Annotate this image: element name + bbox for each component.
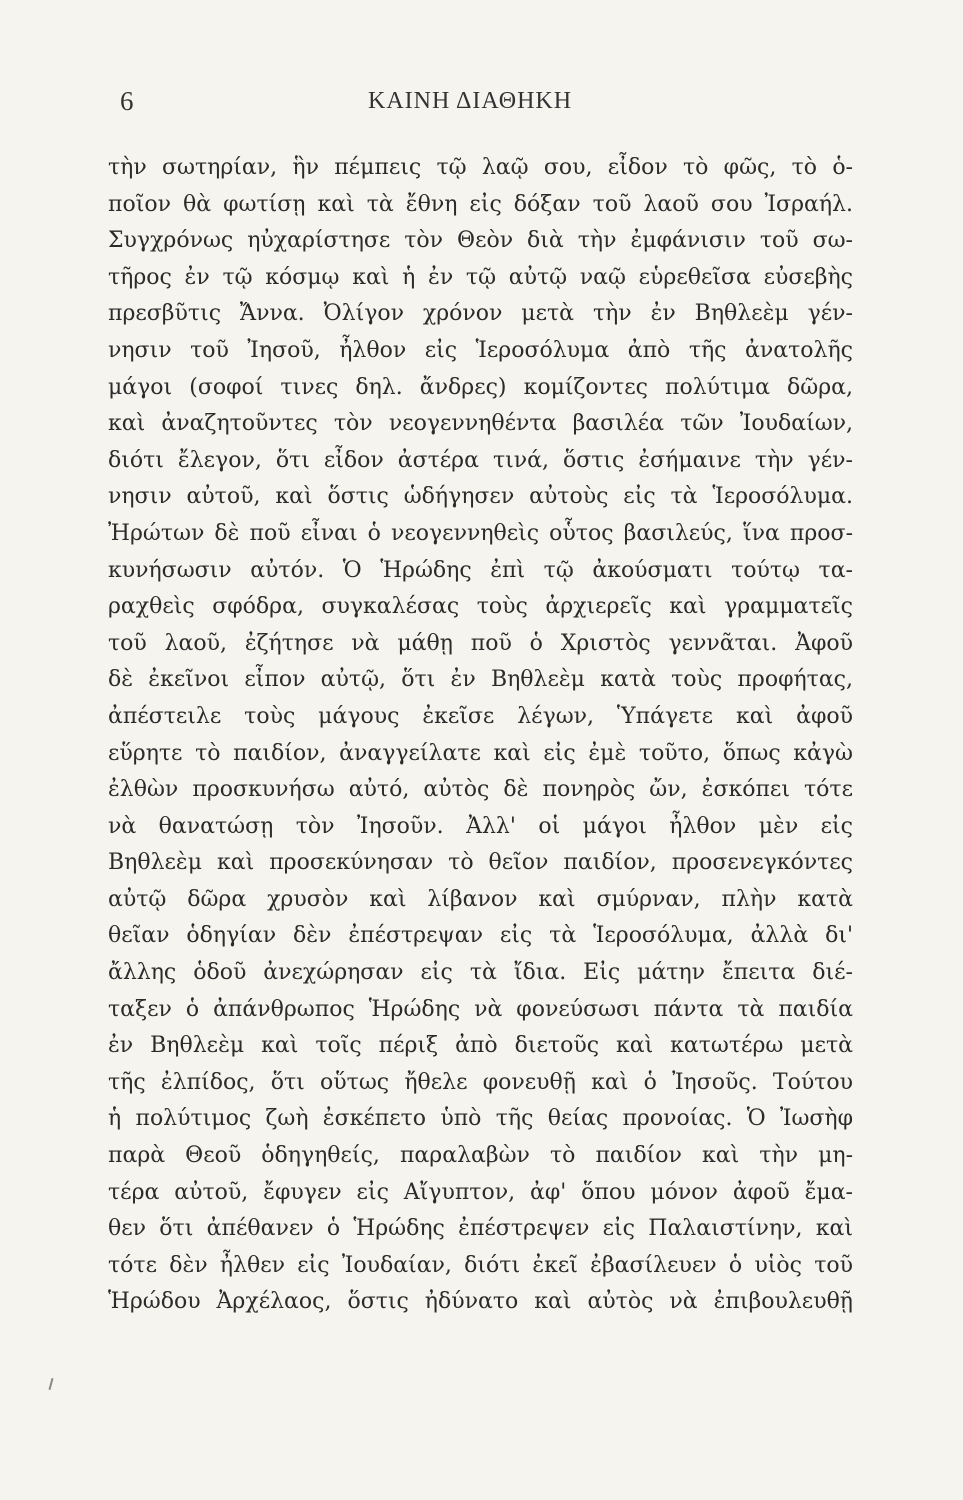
text-line: τοῦ λαοῦ, ἐζήτησε νὰ μάθῃ ποῦ ὁ Χριστὸς γεννᾶται. Ἀφοῦ xyxy=(108,630,853,656)
text-line: τὴν σωτηρίαν, ἣν πέμπεις τῷ λαῷ σου, εἶδον τὸ φῶς, τὸ ὁ- xyxy=(108,155,853,180)
text-line: αὐτῷ δῶρα χρυσὸν καὶ λίβανον καὶ σμύρναν, πλὴν κατὰ xyxy=(108,886,853,912)
text-line: ραχθεὶς σφόδρα, συγκαλέσας τοὺς ἀρχιερεῖς καὶ γραμματεῖς xyxy=(108,594,853,620)
text-line: ἡ πολύτιμος ζωὴ ἐσκέπετο ὑπὸ τῆς θείας προνοίας. Ὁ Ἰωσὴφ xyxy=(108,1106,853,1132)
text-line: διότι ἔλεγον, ὅτι εἶδον ἀστέρα τινά, ὅστις ἐσήμαινε τὴν γέν- xyxy=(108,447,853,473)
page-number: 6 xyxy=(120,86,134,116)
text-line: νησιν αὐτοῦ, καὶ ὅστις ὡδήγησεν αὐτοὺς εἰς τὰ Ἱεροσόλυμα. xyxy=(108,484,853,510)
text-line: ποῖον θὰ φωτίσῃ καὶ τὰ ἔθνη εἰς δόξαν τοῦ λαοῦ σου Ἰσραήλ. xyxy=(108,191,853,217)
text-line: ἀπέστειλε τοὺς μάγους ἐκεῖσε λέγων, Ὑπάγετε καὶ ἀφοῦ xyxy=(108,703,853,729)
text-line: πρεσβῦτις Ἄννα. Ὀλίγον χρόνον μετὰ τὴν ἐν Βηθλεὲμ γέν- xyxy=(108,301,853,327)
text-line: ἐλθὼν προσκυνήσω αὐτό, αὐτὸς δὲ πονηρὸς ὤν, ἐσκόπει τότε xyxy=(108,777,853,803)
text-line: νησιν τοῦ Ἰησοῦ, ἦλθον εἰς Ἱεροσόλυμα ἀπὸ τῆς ἀνατολῆς xyxy=(108,337,853,363)
text-line: ἐν Βηθλεὲμ καὶ τοῖς πέριξ ἀπὸ διετοῦς καὶ κατωτέρω μετὰ xyxy=(108,1033,853,1059)
text-line: δὲ ἐκεῖνοι εἶπον αὐτῷ, ὅτι ἐν Βηθλεὲμ κατὰ τοὺς προφήτας, xyxy=(108,667,853,693)
text-line: τέρα αὐτοῦ, ἔφυγεν εἰς Αἴγυπτον, ἀφ' ὅπου μόνον ἀφοῦ ἔμα- xyxy=(108,1179,853,1205)
text-line: ἄλλης ὁδοῦ ἀνεχώρησαν εἰς τὰ ἴδια. Εἰς μάτην ἔπειτα διέ- xyxy=(108,960,853,986)
text-line: Συγχρόνως ηὐχαρίστησε τὸν Θεὸν διὰ τὴν ἐμφάνισιν τοῦ σω- xyxy=(108,228,853,254)
page-header xyxy=(0,86,963,126)
text-line: θεν ὅτι ἀπέθανεν ὁ Ἡρώδης ἐπέστρεψεν εἰς Παλαιστίνην, καὶ xyxy=(108,1216,853,1242)
text-line: καὶ ἀναζητοῦντες τὸν νεογεννηθέντα βασιλέα τῶν Ἰουδαίων, xyxy=(108,411,853,437)
margin-mark xyxy=(48,1378,53,1390)
text-line: τότε δὲν ἦλθεν εἰς Ἰουδαίαν, διότι ἐκεῖ ἐβασίλευεν ὁ υἱὸς τοῦ xyxy=(108,1252,853,1278)
text-line: παρὰ Θεοῦ ὁδηγηθείς, παραλαβὼν τὸ παιδίον καὶ τὴν μη- xyxy=(108,1143,853,1169)
text-line: εὕρητε τὸ παιδίον, ἀναγγείλατε καὶ εἰς ἐμὲ τοῦτο, ὅπως κἀγὼ xyxy=(108,740,853,766)
text-line: Ἠρώτων δὲ ποῦ εἶναι ὁ νεογεννηθεὶς οὗτος βασιλεύς, ἵνα προσ- xyxy=(108,520,853,546)
text-line: Ἡρώδου Ἀρχέλαος, ὅστις ἠδύνατο καὶ αὐτὸς νὰ ἐπιβουλευθῇ xyxy=(108,1289,853,1315)
text-line: ταξεν ὁ ἀπάνθρωπος Ἡρώδης νὰ φονεύσωσι πάντα τὰ παιδία xyxy=(108,996,853,1022)
text-line: Βηθλεὲμ καὶ προσεκύνησαν τὸ θεῖον παιδίον, προσενεγκόντες xyxy=(108,850,853,876)
running-title: ΚΑΙΝΗ ΔΙΑΘΗΚΗ xyxy=(368,88,573,114)
body-text xyxy=(108,150,853,1321)
text-line: μάγοι (σοφοί τινες δηλ. ἄνδρες) κομίζοντες πολύτιμα δῶρα, xyxy=(108,374,853,400)
text-line: νὰ θανατώσῃ τὸν Ἰησοῦν. Ἀλλ' οἱ μάγοι ἦλθον μὲν εἰς xyxy=(108,813,853,839)
text-line: τῆρος ἐν τῷ κόσμῳ καὶ ἡ ἐν τῷ αὐτῷ ναῷ εὑρεθεῖσα εὐσεβὴς xyxy=(108,264,853,290)
text-line: κυνήσωσιν αὐτόν. Ὁ Ἡρώδης ἐπὶ τῷ ἀκούσματι τούτῳ τα- xyxy=(108,557,853,583)
text-line: τῆς ἐλπίδος, ὅτι οὕτως ἤθελε φονευθῇ καὶ ὁ Ἰησοῦς. Τούτου xyxy=(108,1069,853,1095)
text-line: θεῖαν ὁδηγίαν δὲν ἐπέστρεψαν εἰς τὰ Ἱεροσόλυμα, ἀλλὰ δι' xyxy=(108,923,853,949)
